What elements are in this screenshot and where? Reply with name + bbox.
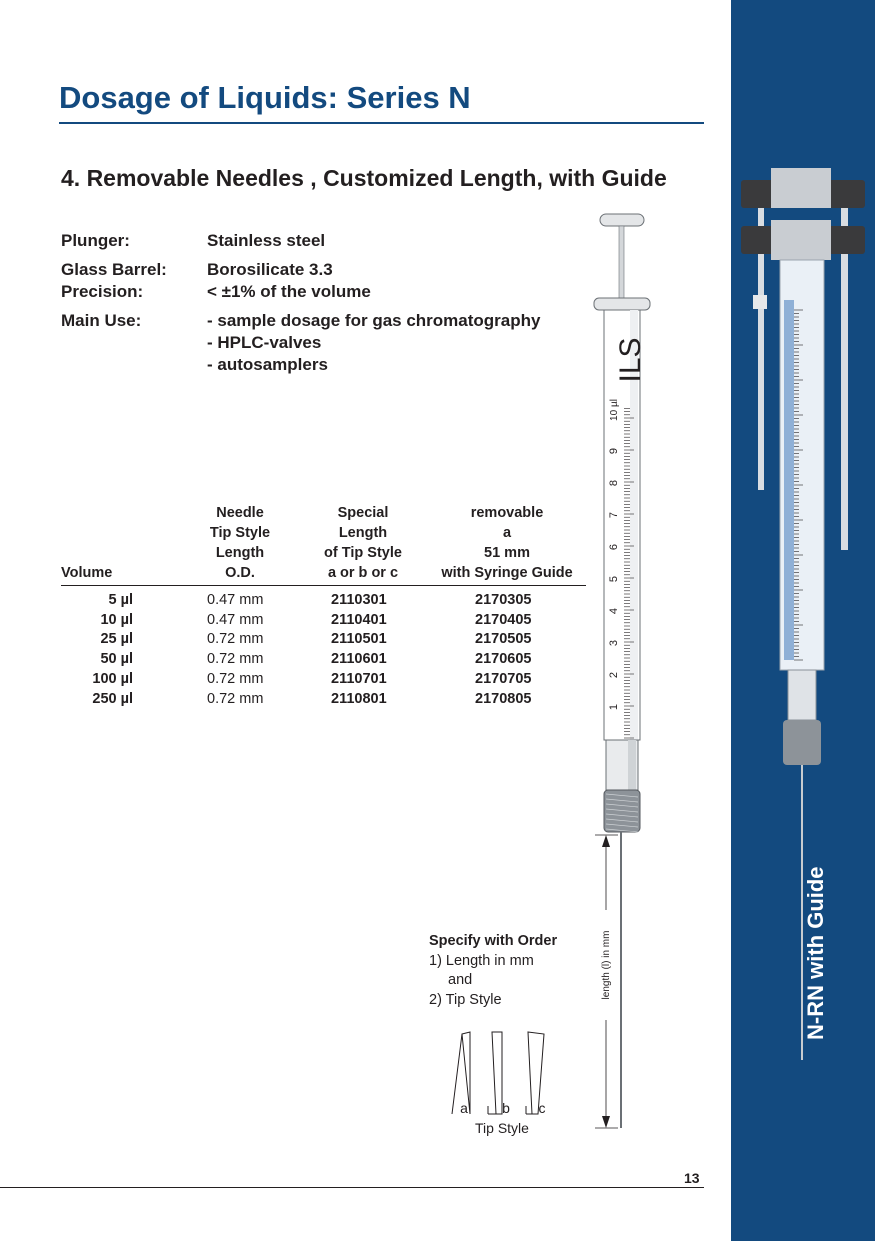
cell-volume: 10 µl [100,612,133,628]
th-removable-2: a [502,525,512,541]
spec-value-glass-barrel: Borosilicate 3.3 [207,260,333,279]
cell-od: 0.72 mm [207,651,264,667]
cell-od: 0.47 mm [207,592,264,608]
cell-removable: 2170405 [475,612,532,628]
cell-removable: 2170705 [475,671,532,687]
spec-label-precision: Precision: [61,282,144,301]
scale-number-5: 5 [608,575,620,583]
th-needle-4: O.D. [225,565,255,581]
order-spec-line-3: 2) Tip Style [429,991,502,1008]
dimension-label: length (l) in mm [601,930,612,1000]
cell-special: 2110701 [331,671,387,687]
cell-volume: 250 µl [92,691,133,707]
tip-b-label: b [502,1100,510,1116]
tip-a-label: a [460,1100,468,1116]
syringe-drawing [590,210,660,1140]
guide-knurl-top [771,168,831,208]
spec-label-plunger: Plunger: [61,231,130,250]
brand-logo: ILS [614,337,647,383]
dimension-arrow-bottom [602,1116,610,1128]
cell-removable: 2170505 [475,631,532,647]
spec-label-glass-barrel: Glass Barrel: [61,260,167,279]
scale-unit: 10 µl [609,399,620,421]
page-number: 13 [684,1170,700,1186]
th-removable-3: 51 mm [484,545,530,561]
th-special-1: Special [337,505,389,521]
order-spec [429,932,557,1010]
cell-volume: 100 µl [92,671,133,687]
sidebar-knurled-nut [783,720,821,765]
barrel-flange [594,298,650,310]
section-title: 4. Removable Needles , Customized Length, with Guide [61,165,667,191]
tip-style-caption: Tip Style [475,1120,529,1136]
title-divider [59,122,704,124]
cell-volume: 25 µl [100,631,133,647]
cell-volume: 50 µl [100,651,133,667]
tip-b-shape [492,1032,502,1114]
guide-knurl-bottom [771,220,831,260]
scale-number-3: 3 [608,639,620,647]
scale-number-6: 6 [608,543,620,551]
sidebar-label: N-RN with Guide [803,866,828,1040]
spec-label-main-use: Main Use: [61,311,142,330]
sidebar-hub [788,670,816,720]
scale-number-2: 2 [608,671,620,679]
cell-special: 2110401 [331,612,387,628]
plunger-button [600,214,644,226]
guide-collar [753,295,767,309]
cell-od: 0.72 mm [207,671,264,687]
th-removable-1: removable [470,505,544,521]
cell-od: 0.72 mm [207,691,264,707]
spec-value-main-use-3: - autosamplers [207,355,328,374]
tip-c-label: c [538,1100,546,1116]
cell-removable: 2170305 [475,592,532,608]
cell-removable: 2170605 [475,651,532,667]
cell-special: 2110301 [331,592,387,608]
cell-special: 2110801 [331,691,387,707]
spec-value-precision: < ±1% of the volume [207,282,371,301]
cell-special: 2110601 [331,651,387,667]
dimension-arrow-top [602,835,610,847]
th-removable-4: with Syringe Guide [441,565,573,581]
sidebar-barrel-liquid [784,300,794,660]
scale-number-7: 7 [608,511,620,519]
cell-special: 2110501 [331,631,387,647]
spec-value-main-use-2: - HPLC-valves [207,333,322,352]
plunger-rod [619,226,624,300]
th-needle-1: Needle [216,505,264,521]
scale-number-8: 8 [608,479,620,487]
th-special-3: of Tip Style [324,545,402,561]
spec-value-plunger: Stainless steel [207,231,326,250]
cell-volume: 5 µl [108,592,133,608]
page-title: Dosage of Liquids: Series N [59,80,471,115]
cell-removable: 2170805 [475,691,532,707]
th-special-4: a or b or c [327,565,399,581]
th-special-2: Length [338,525,388,541]
th-needle-3: Length [215,545,265,561]
order-spec-line-2: and [448,972,473,988]
order-spec-title: Specify with Order [429,933,558,949]
cell-od: 0.47 mm [207,612,264,628]
tip-style-diagram [440,1028,570,1140]
cell-od: 0.72 mm [207,631,264,647]
order-spec-line-1: 1) Length in mm [429,952,534,969]
scale-number-1: 1 [608,703,620,711]
footer-divider [0,1187,704,1188]
spec-value-main-use-1: - sample dosage for gas chromatography [207,311,541,330]
scale-number-9: 9 [608,447,620,455]
th-needle-2: Tip Style [209,525,271,541]
th-volume: Volume [61,565,113,581]
table-header-rule [61,585,586,586]
scale-number-4: 4 [608,607,620,615]
hub-shade [628,740,636,790]
